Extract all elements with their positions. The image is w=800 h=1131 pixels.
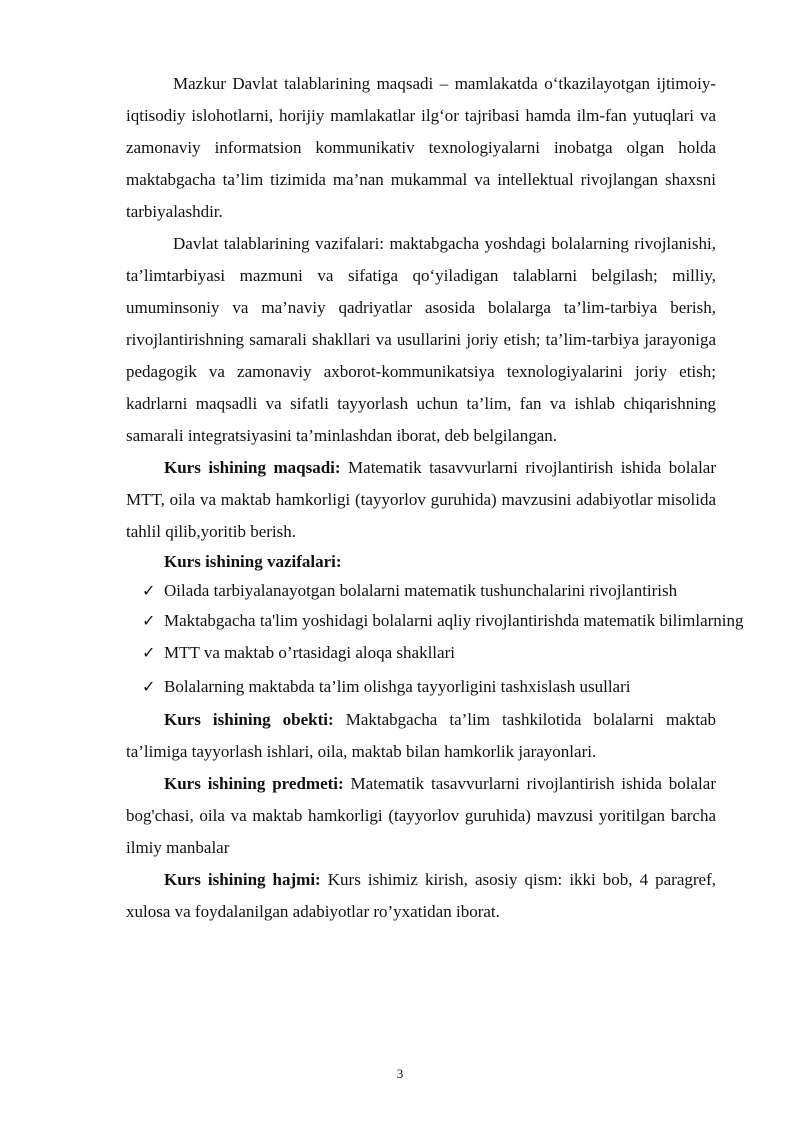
course-subject-text: Matematik tasavvurlarni rivojlantirish ishida bolalar bog'chasi, oila va maktab hamkorligi (tayyorlov guruhida) mavzusi yoritilgan barcha ilmiy manbalar [126,774,716,857]
course-goal-label: Kurs ishining maqsadi: [164,458,341,477]
course-tasks-heading: Kurs ishining vazifalari: [164,552,342,571]
course-tasks-list [126,576,744,704]
checkmark-icon: ✓ [142,643,156,662]
list-item [126,636,754,670]
paragraph-course-volume [126,864,716,928]
list-item [126,606,780,636]
list-item [126,670,754,704]
course-object-text: Maktabgacha ta’lim tashkilotida bolalarni maktab ta’limiga tayyorlash ishlari, oila, maktab bilan hamkorlik jarayonlari. [126,710,716,761]
paragraph-course-object [126,704,716,768]
paragraph-state-requirements-tasks: Davlat talablarining vazifalari: maktabgacha yoshdagi bolalarning rivojlanishi, ta’limtarbiyasi mazmuni va sifatiga qo‘yiladigan talablarni belgilash; milliy, umuminsoniy va ma’naviy qadriyatlar asosida bolalarga ta’lim-tarbiya berish, rivojlantirishning samarali shakllari va usullarini joriy etish; ta’lim-tarbiya jarayoniga pedagogik va zamonaviy axborot-kommunikatsiya texnologiyalarini joriy etish; kadrlarni maqsadli va sifatli tayyorlash uchun ta’lim, fan va ishlab chiqarishning samarali integratsiyasini ta’minlashdan iborat, deb belgilangan. [126,234,716,445]
paragraph-purpose: Mazkur Davlat talablarining maqsadi – mamlakatda o‘tkazilayotgan ijtimoiy-iqtisodiy islohotlarni, horijiy mamlakatlar ilg‘or tajribasi hamda ilm-fan yutuqlari va zamonaviy informatsion kommunikativ texnologiyalarni inobatga olgan holda maktabgacha ta’lim tizimida ma’nan mukammal va intellektual rivojlangan shaxsni tarbiyalashdir. [126,74,716,221]
paragraph-course-subject [126,768,716,864]
list-item-text: MTT va maktab o’rtasidagi aloqa shakllari [164,643,455,662]
course-object-label: Kurs ishining obekti: [164,710,334,729]
course-volume-label: Kurs ishining hajmi: [164,870,321,889]
checkmark-icon: ✓ [142,611,156,630]
list-item-text: Bolalarning maktabda ta’lim olishga tayyorligini tashxislash usullari [164,677,631,696]
list-item-text: Oilada tarbiyalanayotgan bolalarni matematik tushunchalarini rivojlantirish [164,581,678,600]
checkmark-icon: ✓ [142,581,156,600]
course-subject-label: Kurs ishining predmeti: [164,774,344,793]
list-item [126,576,754,606]
checkmark-icon: ✓ [142,677,156,696]
paragraph-course-goal [126,452,716,548]
page-number: 3 [396,1066,404,1081]
list-item-text: Maktabgacha ta'lim yoshidagi bolalarni aqliy rivojlantirishda matematik bilimlarning [164,611,744,630]
course-volume-text: Kurs ishimiz kirish, asosiy qism: ikki bob, 4 paragref, xulosa va foydalanilgan adabiyotlar ro’yxatidan iborat. [126,870,716,921]
document-page [126,68,744,928]
course-goal-text: Matematik tasavvurlarni rivojlantirish ishida bolalar MTT, oila va maktab hamkorligi (tayyorlov guruhida) mavzusini adabiyotlar misolida tahlil qilib,yoritib berish. [126,458,716,541]
